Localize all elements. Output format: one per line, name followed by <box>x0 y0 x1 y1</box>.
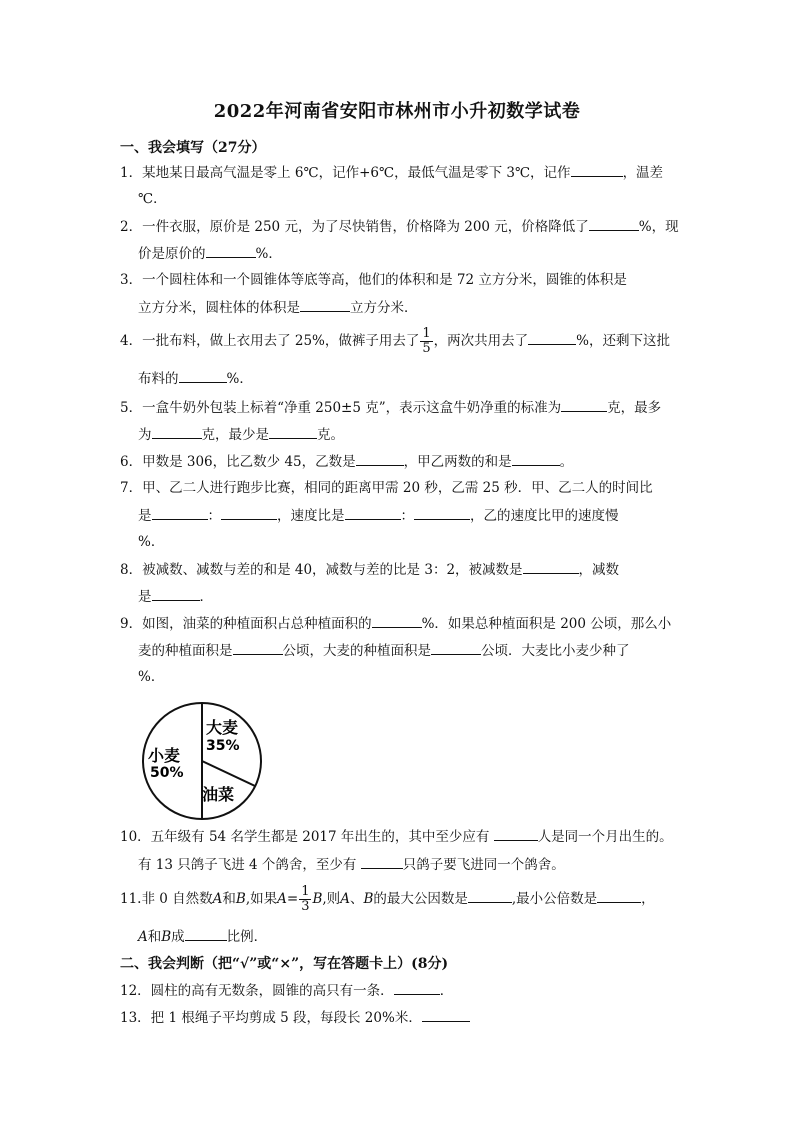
q8-answer-blank-1[interactable] <box>523 559 579 574</box>
q6-text: 6．甲数是 306，比乙数少 45，乙数是 <box>120 454 356 470</box>
question-2-line-1 <box>120 216 679 237</box>
section-judgement-heading: 二、我会判断（把“√”或“×”，写在答题卡上）(8分) <box>120 956 449 972</box>
q7-text-b: 是 <box>138 508 152 524</box>
question-11-line-1 <box>120 884 655 914</box>
question-8-line-2 <box>138 586 213 607</box>
q11-var-a: A <box>212 891 223 907</box>
q11-and: 和 <box>222 891 236 907</box>
q10-answer-blank-2[interactable] <box>361 854 403 869</box>
q11-answer-blank-2[interactable] <box>597 888 641 903</box>
question-9-line-1 <box>120 613 671 634</box>
question-7-line-2 <box>138 505 619 526</box>
q7-answer-blank-1[interactable] <box>152 505 208 520</box>
q1-answer-blank-1[interactable] <box>571 162 623 177</box>
question-3-line-1 <box>120 270 627 290</box>
q5-text: 5．一盒牛奶外包装上标着“净重 250±5 克”，表示这盒牛奶净重的标准为 <box>120 400 562 416</box>
q10-text-b: 人是同一个月出生的。 <box>537 829 673 845</box>
q6-text-c: 。 <box>559 454 574 470</box>
question-10-line-1 <box>120 826 673 847</box>
page-title: 2022年河南省安阳市林州市小升初数学试卷 <box>213 101 581 122</box>
question-7-line-3 <box>138 532 164 552</box>
question-6 <box>120 451 573 472</box>
q3-text-b: 立方分米，圆柱体的体积是 <box>138 300 300 316</box>
q2-answer-blank-1[interactable] <box>589 216 639 231</box>
q9-answer-blank-3[interactable] <box>431 640 481 655</box>
q7-text-g: %． <box>138 534 165 550</box>
q11-then: ,则 <box>322 891 341 907</box>
q11-var-a-2: A <box>277 891 287 907</box>
question-3-line-2 <box>138 297 418 318</box>
question-4-line-1 <box>120 326 670 356</box>
q2-text-b: %，现 <box>638 219 679 235</box>
q12-text-b: ． <box>439 983 454 999</box>
q11-equals: = <box>286 891 299 907</box>
q11-text-h: 比例． <box>226 929 268 945</box>
q11-text: 11.非 0 自然数 <box>120 891 213 907</box>
q2-text-d: %． <box>255 246 282 262</box>
q7-text-e: ： <box>400 508 414 524</box>
q8-text-c: 是 <box>138 589 152 605</box>
q5-text-e: 克。 <box>317 427 344 443</box>
q7-text-c: ： <box>207 508 221 524</box>
q5-answer-blank-3[interactable] <box>269 424 317 439</box>
question-5-line-2 <box>138 424 344 445</box>
q11-var-a-3: A <box>340 891 350 907</box>
q7-answer-blank-4[interactable] <box>414 505 470 520</box>
q11-answer-blank-3[interactable] <box>185 926 227 941</box>
q10-answer-blank-1[interactable] <box>494 826 538 841</box>
q11-and-2: 和 <box>147 929 162 945</box>
q5-text-b: 克，最多 <box>607 400 662 416</box>
q8-text-d: ． <box>199 589 213 605</box>
pie-label-wheat: 小麦 <box>148 746 181 765</box>
q4-answer-blank-2[interactable] <box>179 368 227 383</box>
q7-text: 7．甲、乙二人进行跑步比赛，相同的距离甲需 20 秒，乙需 25 秒．甲、乙二人的时间比 <box>120 480 653 496</box>
q7-answer-blank-3[interactable] <box>345 505 401 520</box>
q13-text: 13．把 1 根绳子平均剪成 5 段，每段长 20%米． <box>120 1010 422 1026</box>
q8-text: 8．被减数、减数与差的和是 40，减数与差的比是 3：2，被减数是 <box>120 562 523 578</box>
q2-text-c: 价是原价的 <box>138 246 206 262</box>
q13-answer-blank[interactable] <box>422 1007 470 1022</box>
question-1-line-1 <box>120 162 663 183</box>
section-fill-in-heading: 一、我会填写（27分） <box>120 140 266 156</box>
q5-answer-blank-2[interactable] <box>152 424 202 439</box>
q9-text-f: %． <box>138 669 165 685</box>
question-9-line-2 <box>138 640 630 661</box>
q4-text-c: %，还剩下这批 <box>576 333 670 349</box>
q3-text: 3．一个圆柱体和一个圆锥体等底等高，他们的体积和是 72 立方分米，圆锥的体积是 <box>120 272 627 288</box>
question-5-line-1 <box>120 397 661 418</box>
question-11-line-2 <box>138 926 267 947</box>
q11-lcm-text: ,最小公倍数是 <box>511 891 598 907</box>
q4-text: 4．一批布料，做上衣用去了 25%，做裤子用去了 <box>120 333 420 349</box>
question-8-line-1 <box>120 559 619 580</box>
q11-var-b-4: B <box>161 929 172 945</box>
q9-text: 9．如图，油菜的种植面积占总种植面积的 <box>120 616 372 632</box>
q9-text-b: %．如果总种植面积是 200 公顷，那么小 <box>421 616 672 632</box>
pie-label-rapeseed: 油菜 <box>202 785 235 804</box>
question-7-line-1 <box>120 478 653 498</box>
question-1-line-2 <box>138 189 167 209</box>
q8-text-b: ，减数 <box>578 562 620 578</box>
question-12 <box>120 980 453 1001</box>
q9-answer-blank-2[interactable] <box>233 640 283 655</box>
q11-answer-blank-1[interactable] <box>468 888 512 903</box>
planting-area-pie-figure <box>140 700 270 822</box>
question-9-line-3 <box>138 667 164 687</box>
q5-text-d: 克，最少是 <box>201 427 269 443</box>
question-10-line-2 <box>138 854 565 875</box>
q12-text: 12．圆柱的高有无数条，圆锥的高只有一条． <box>120 983 394 999</box>
q1-text-b: ，温差 <box>622 165 664 181</box>
q2-answer-blank-2[interactable] <box>206 243 256 258</box>
q4-text-e: %． <box>226 371 253 387</box>
q11-text-g: 成 <box>171 929 185 945</box>
q11-fraction-denominator: 3 <box>301 899 310 914</box>
q1-text-c: ℃． <box>138 191 167 207</box>
q11-separator: 、 <box>349 891 364 907</box>
q7-answer-blank-2[interactable] <box>221 505 277 520</box>
q4-fraction-numerator: 1 <box>422 326 431 341</box>
q10-text: 10．五年级有 54 名学生都是 2017 年出生的，其中至少应有 <box>120 829 490 845</box>
q11-var-b: B <box>235 891 246 907</box>
pie-label-barley-percent: 35% <box>206 738 240 754</box>
question-4-line-2 <box>138 368 253 389</box>
q6-text-b: ，甲乙两数的和是 <box>403 454 512 470</box>
pie-label-wheat-percent: 50% <box>150 765 184 781</box>
q11-var-b-2: B <box>312 891 323 907</box>
q3-answer-blank-1[interactable] <box>300 297 350 312</box>
q10-text-c: 有 13 只鸽子飞进 4 个鸽舍，至少有 <box>138 857 357 873</box>
q9-text-c: 麦的种植面积是 <box>138 643 233 659</box>
q9-text-e: 公顷．大麦比小麦少种了 <box>481 643 630 659</box>
q9-answer-blank-1[interactable] <box>372 613 422 628</box>
q11-gcd-text: 的最大公因数是 <box>373 891 468 907</box>
q11-var-b-3: B <box>363 891 374 907</box>
q4-answer-blank-1[interactable] <box>528 330 576 345</box>
q11-var-a-4: A <box>138 929 148 945</box>
q5-text-c: 为 <box>138 427 152 443</box>
q7-text-d: ，速度比是 <box>277 508 345 524</box>
q11-fraction-numerator: 1 <box>301 884 310 899</box>
q5-answer-blank-1[interactable] <box>561 397 607 412</box>
q1-text: 1．某地某日最高气温是零上 6℃，记作+6℃，最低气温是零下 3℃，记作 <box>120 165 571 181</box>
question-2-line-2 <box>138 243 282 264</box>
q4-fraction-denominator: 5 <box>422 341 431 356</box>
q2-text: 2．一件衣服，原价是 250 元，为了尽快销售，价格降为 200 元，价格降低了 <box>120 219 589 235</box>
q9-text-d: 公顷，大麦的种植面积是 <box>282 643 431 659</box>
q7-text-f: ，乙的速度比甲的速度慢 <box>470 508 619 524</box>
q8-answer-blank-2[interactable] <box>152 586 200 601</box>
q6-answer-blank-2[interactable] <box>512 451 560 466</box>
q4-fraction <box>420 327 432 356</box>
q11-comma: ， <box>641 891 655 907</box>
q11-if: ,如果 <box>245 891 278 907</box>
question-13 <box>120 1007 470 1028</box>
q3-text-c: 立方分米． <box>350 300 418 316</box>
q4-text-b: ，两次共用去了 <box>433 333 529 349</box>
q10-text-d: 只鸽子要飞进同一个鸽舍。 <box>402 857 565 873</box>
q4-text-d: 布料的 <box>138 371 179 387</box>
q11-fraction <box>299 885 311 914</box>
q12-answer-blank[interactable] <box>394 980 440 995</box>
pie-label-barley: 大麦 <box>206 718 239 737</box>
q6-answer-blank-1[interactable] <box>356 451 404 466</box>
